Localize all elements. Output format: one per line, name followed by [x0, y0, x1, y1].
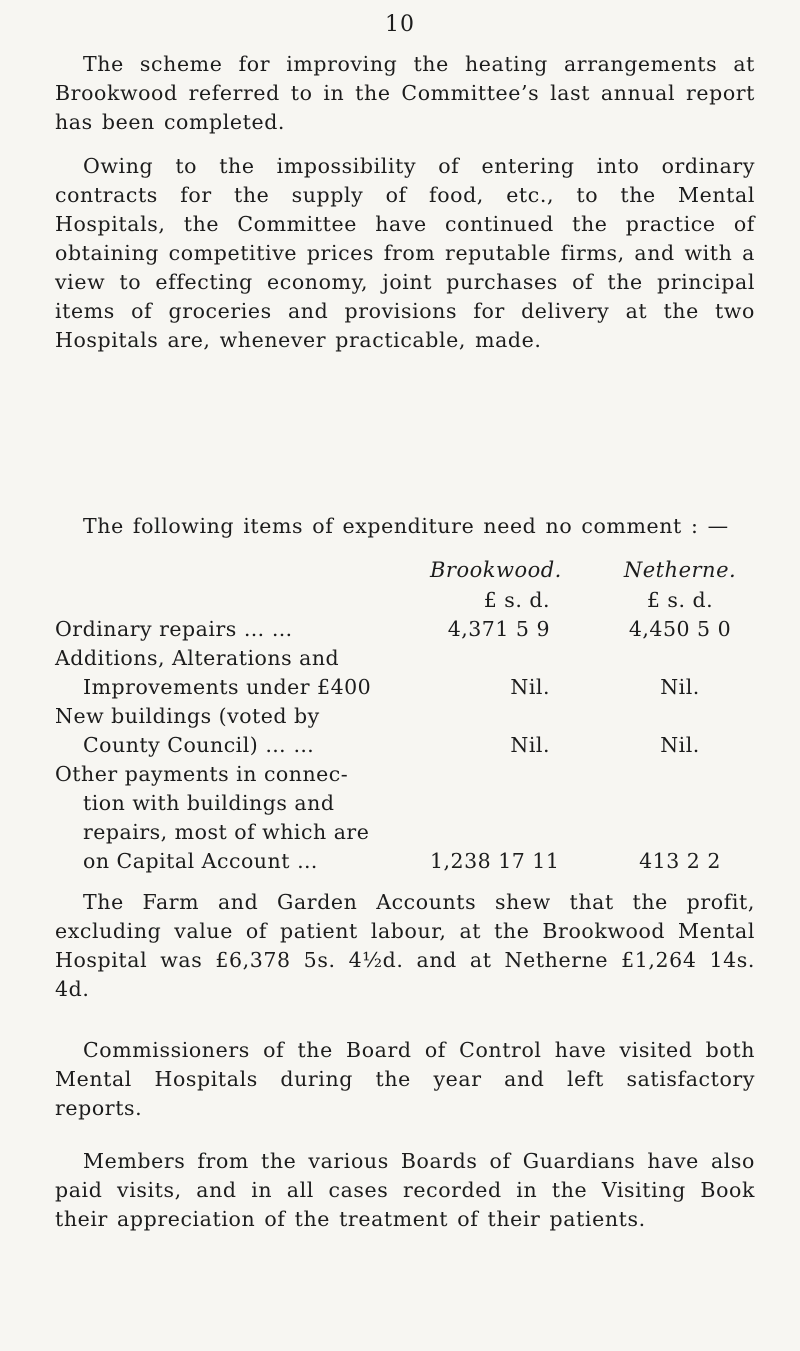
paragraph-contracts: Owing to the impossibility of entering into ordinary contracts for the supply of food, etc., to the Mental Hospitals, the Committee have continued the practice of obtaining competitive prices from reputable firms, and with a view to effecting economy, joint purchases of the principal items of groceries and provisions for delivery at the two Hospitals are, whenever practicable, made.	[55, 154, 755, 352]
row-label-other-payments: Other payments in connec-	[55, 762, 349, 786]
row-label-other-payments-4: on Capital Account …	[83, 849, 318, 873]
value-brookwood-additions: Nil.	[510, 675, 550, 699]
paragraph-guardians: Members from the various Boards of Guardians have also paid visits, and in all cases recorded in the Visiting Book their appreciation of the treatment of their patients.	[55, 1149, 755, 1231]
value-brookwood-other-payments: 1,238 17 11	[430, 849, 560, 873]
row-label-ordinary-repairs: Ordinary repairs … …	[55, 617, 293, 641]
value-brookwood-ordinary-repairs: 4,371 5 9	[447, 617, 550, 641]
paragraph-commissioners: Commissioners of the Board of Control have visited both Mental Hospitals during the year and left satisfactory reports.	[55, 1038, 755, 1120]
paragraph-farm-garden: The Farm and Garden Accounts shew that the profit, excluding value of patient labour, at the Brookwood Mental Hospital was £6,378 5s. 4½d. and at Netherne £1,264 14s. 4d.	[55, 890, 755, 1001]
row-label-other-payments-3: repairs, most of which are	[83, 820, 370, 844]
row-label-new-buildings-cont: County Council) … …	[83, 733, 315, 757]
units-brookwood: £ s. d.	[483, 588, 550, 612]
value-netherne-new-buildings: Nil.	[660, 733, 700, 757]
row-label-other-payments-2: tion with buildings and	[83, 791, 335, 815]
value-brookwood-new-buildings: Nil.	[510, 733, 550, 757]
row-label-new-buildings: New buildings (voted by	[55, 704, 320, 728]
units-netherne: £ s. d.	[646, 588, 714, 612]
row-label-additions-cont: Improvements under £400	[83, 675, 372, 699]
row-label-additions: Additions, Alterations and	[55, 646, 340, 670]
paragraph-expenditure-intro: The following items of expenditure need no comment : —	[83, 514, 729, 538]
value-netherne-ordinary-repairs: 4,450 5 0	[628, 617, 732, 641]
value-netherne-other-payments: 413 2 2	[639, 849, 721, 873]
value-netherne-additions: Nil.	[660, 675, 700, 699]
paragraph-heating: The scheme for improving the heating arrangements at Brookwood referred to in the Committee’s last annual report has been completed.	[55, 52, 755, 134]
column-header-brookwood: Brookwood.	[430, 558, 562, 582]
column-header-netherne: Netherne.	[623, 558, 737, 582]
page-number: 10	[385, 12, 415, 37]
